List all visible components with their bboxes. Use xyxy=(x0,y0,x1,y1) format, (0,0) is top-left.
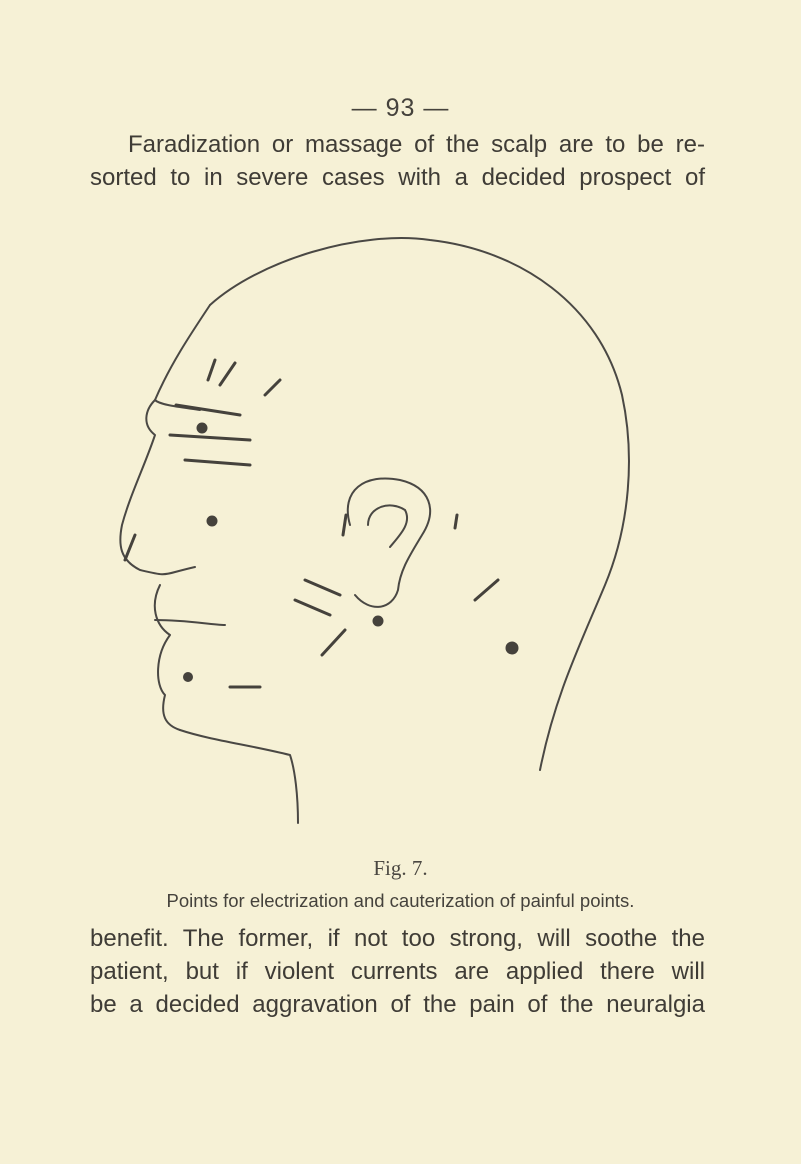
point-marker xyxy=(170,435,250,440)
text-line: benefit. The former, if not too strong, will soothe the xyxy=(90,925,705,952)
point-dot xyxy=(185,674,192,681)
point-marker xyxy=(220,363,235,385)
point-marker xyxy=(185,460,250,465)
point-dot xyxy=(507,643,517,653)
jaw-line xyxy=(180,730,298,823)
paragraph-bottom xyxy=(90,922,705,1021)
figure-label: Fig. 7. xyxy=(373,856,428,880)
point-marker xyxy=(176,405,240,415)
text-line: patient, but if violent currents are applied there will xyxy=(90,958,705,985)
point-marker xyxy=(475,580,498,600)
ear-outline xyxy=(348,478,430,606)
page-number: — 93 — xyxy=(351,94,450,122)
point-marker xyxy=(208,360,215,380)
chin-outline xyxy=(155,585,180,730)
point-dot xyxy=(208,517,216,525)
text-line: be a decided aggravation of the pain of the neuralgia xyxy=(90,991,705,1018)
head-profile-illustration xyxy=(100,225,660,825)
ear-inner xyxy=(368,505,407,547)
point-marker xyxy=(295,600,330,615)
point-marker xyxy=(305,580,340,595)
point-marker xyxy=(322,630,345,655)
point-dot xyxy=(374,617,382,625)
point-marker xyxy=(343,515,346,535)
figure-caption: Points for electrization and cauterization of painful points. xyxy=(166,890,635,911)
point-dot xyxy=(198,424,206,432)
head-profile-figure xyxy=(100,225,660,825)
point-marker xyxy=(265,380,280,395)
skull-outline xyxy=(210,238,629,770)
text-line: sorted to in severe cases with a decided prospect of xyxy=(90,164,705,191)
point-marker xyxy=(455,515,457,528)
face-profile xyxy=(120,305,210,574)
mouth-line xyxy=(155,620,225,625)
text-line: Faradization or massage of the scalp are to be re- xyxy=(128,131,705,158)
point-marker xyxy=(125,535,135,560)
paragraph-top xyxy=(90,128,705,194)
